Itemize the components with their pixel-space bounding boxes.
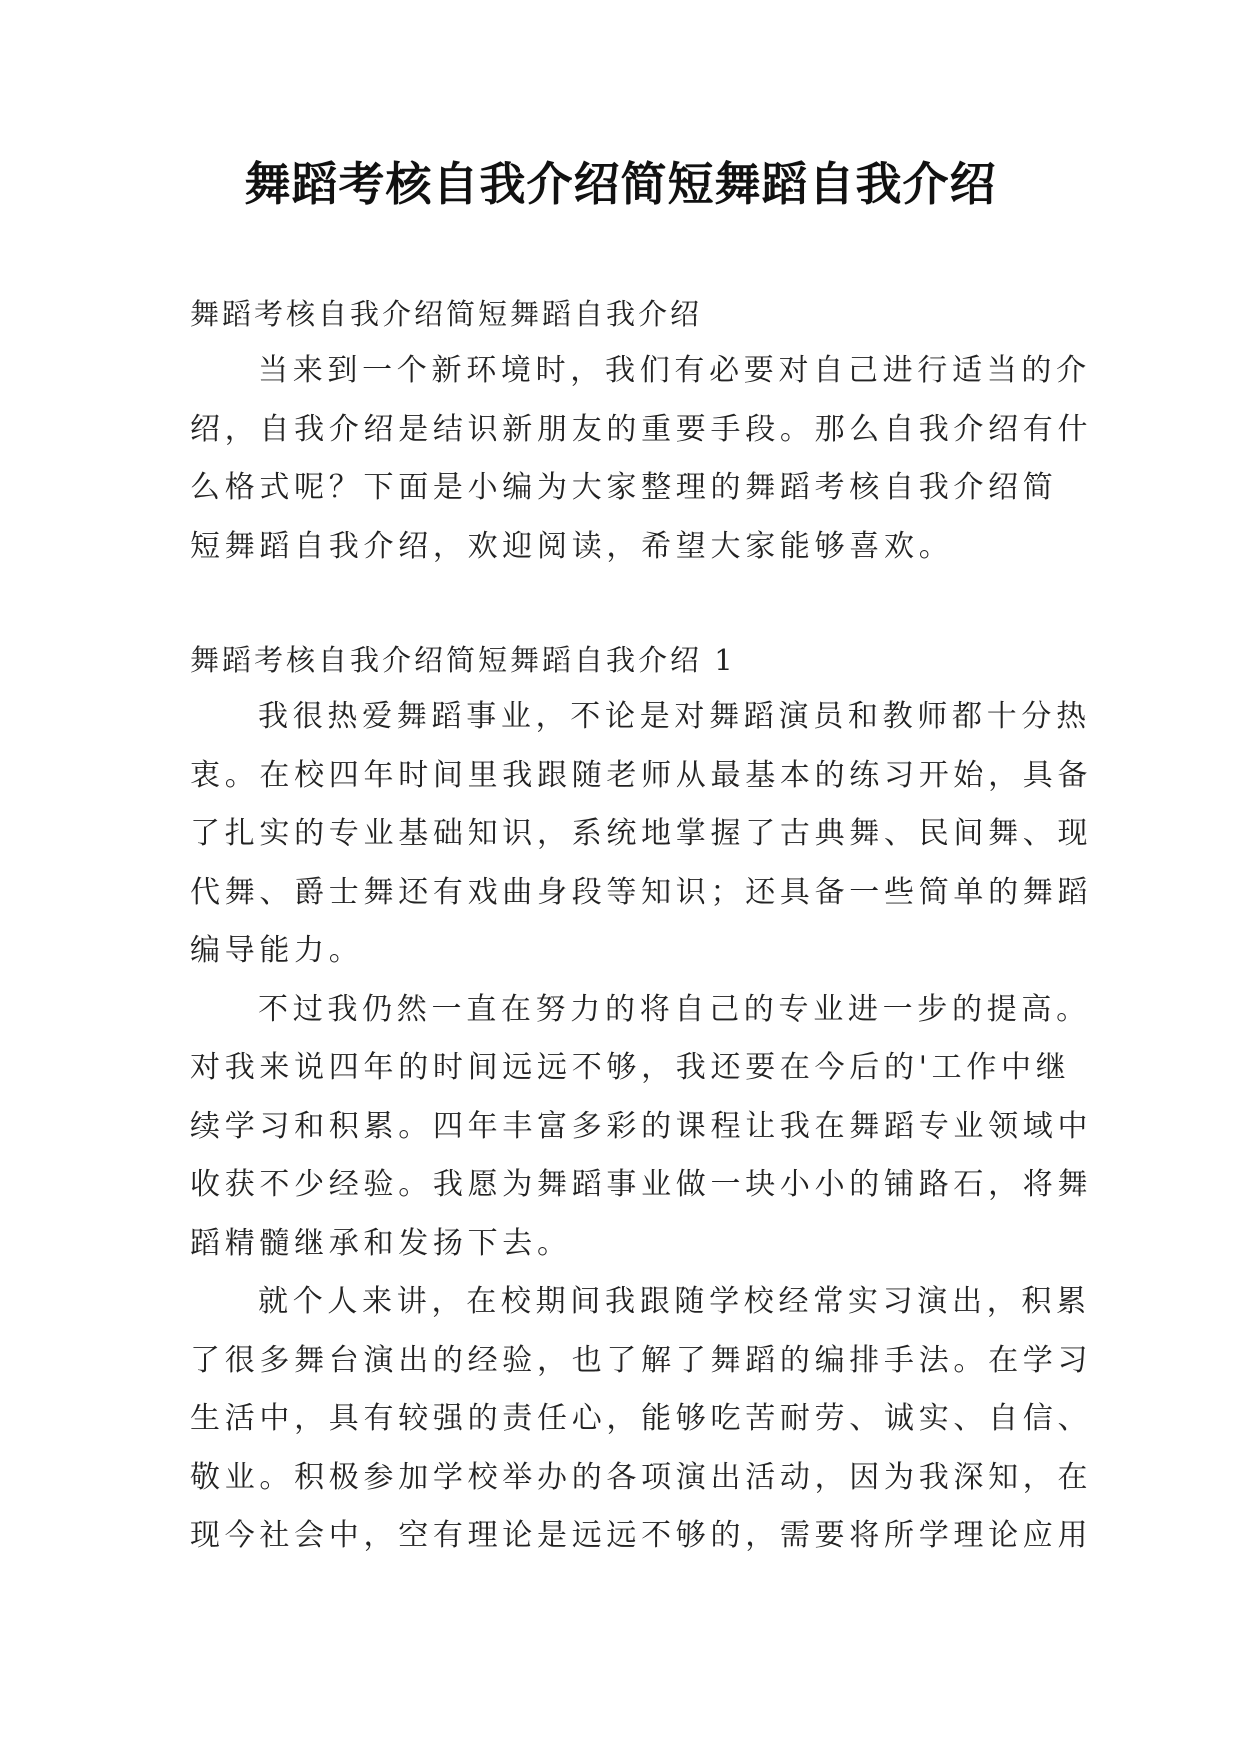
paragraph-line: 不过我仍然一直在努力的将自己的专业进一步的提高。 <box>258 991 1091 1027</box>
paragraph-line: 现今社会中，空有理论是远远不够的，需要将所学理论应用 <box>190 1518 1093 1553</box>
paragraph-line: 代舞、爵士舞还有戏曲身段等知识；还具备一些简单的舞蹈 <box>190 874 1093 910</box>
document-title: 舞蹈考核自我介绍简短舞蹈自我介绍 <box>244 157 997 211</box>
paragraph-line: 绍，自我介绍是结识新朋友的重要手段。那么自我介绍有什 <box>190 411 1093 447</box>
section-heading: 舞蹈考核自我介绍简短舞蹈自我介绍 1 <box>190 643 736 677</box>
intro-heading: 舞蹈考核自我介绍简短舞蹈自我介绍 <box>190 297 703 331</box>
paragraph-line: 蹈精髓继承和发扬下去。 <box>190 1225 572 1261</box>
document-body <box>190 286 1093 1566</box>
paragraph-line: 么格式呢？下面是小编为大家整理的舞蹈考核自我介绍简 <box>190 470 1058 505</box>
paragraph-line: 衷。在校四年时间里我跟随老师从最基本的练习开始，具备 <box>190 757 1093 793</box>
paragraph-line: 收获不少经验。我愿为舞蹈事业做一块小小的铺路石，将舞 <box>190 1167 1093 1202</box>
paragraph-line: 续学习和积累。四年丰富多彩的课程让我在舞蹈专业领域中 <box>190 1108 1093 1144</box>
section-spacer <box>190 576 1060 632</box>
body-paragraph <box>190 688 1093 981</box>
body-paragraph <box>190 981 1093 1274</box>
paragraph-line: 对我来说四年的时间远远不够，我还要在今后的'工作中继 <box>190 1050 1071 1085</box>
paragraph-line: 生活中，具有较强的责任心，能够吃苦耐劳、诚实、自信、 <box>190 1401 1093 1436</box>
paragraph-line: 我很热爱舞蹈事业，不论是对舞蹈演员和教师都十分热 <box>258 699 1091 734</box>
paragraph-line: 敬业。积极参加学校举办的各项演出活动，因为我深知，在 <box>190 1459 1093 1495</box>
intro-paragraph <box>190 342 1093 576</box>
paragraph-line: 当来到一个新环境时，我们有必要对自己进行适当的介 <box>258 353 1091 388</box>
paragraph-line: 编导能力。 <box>190 933 364 968</box>
paragraph-line: 就个人来讲，在校期间我跟随学校经常实习演出，积累 <box>258 1284 1091 1319</box>
paragraph-line: 了很多舞台演出的经验，也了解了舞蹈的编排手法。在学习 <box>190 1342 1093 1378</box>
paragraph-line: 了扎实的专业基础知识，系统地掌握了古典舞、民间舞、现 <box>190 816 1093 851</box>
paragraph-line: 短舞蹈自我介绍，欢迎阅读，希望大家能够喜欢。 <box>190 528 954 564</box>
body-paragraph <box>190 1273 1093 1566</box>
